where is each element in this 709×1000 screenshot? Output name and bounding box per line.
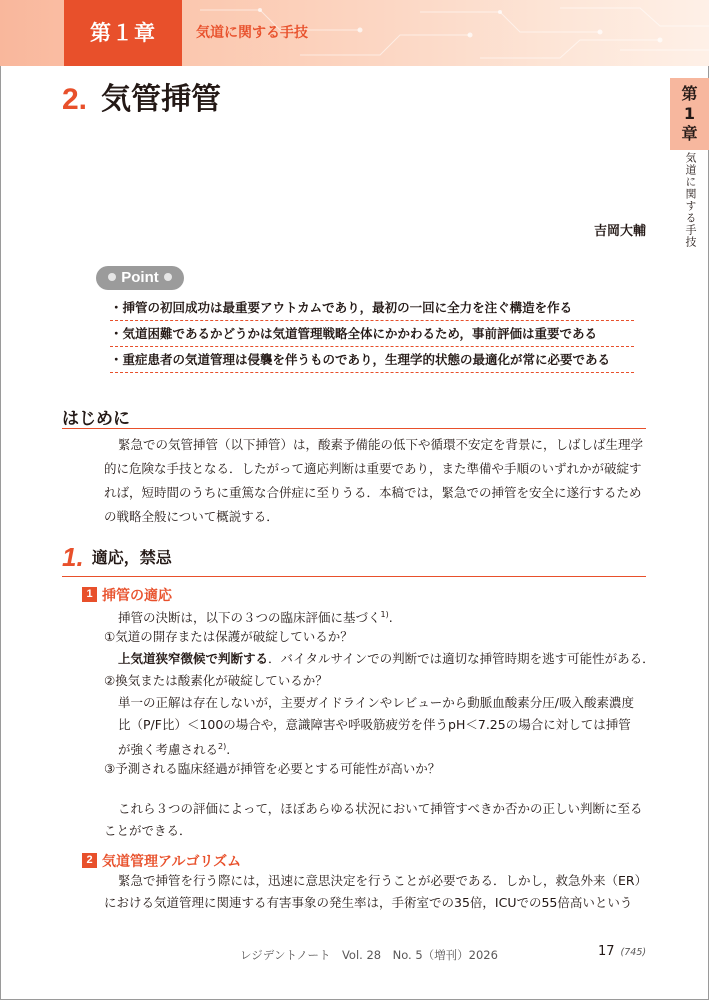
- chapter-subtitle: 気道に関する手技: [196, 25, 308, 41]
- body-line: が強く考慮される$^{2)}$.: [118, 742, 231, 758]
- body-line: これら３つの評価によって，ほぼあらゆる状況において挿管すべきか否かの正しい判断に至る: [118, 801, 643, 816]
- author-name: 吉岡大輔: [593, 224, 646, 239]
- subsection-number: 1: [82, 587, 97, 602]
- section-title: 適応，禁忌: [91, 548, 172, 567]
- subsection-title: 挿管の適応: [102, 587, 172, 604]
- section-heading: [62, 542, 172, 574]
- side-chapter-char2: 章: [681, 124, 698, 143]
- point-item: ・挿管の初回成功は最重要アウトカムであり，最初の一回に全力を注ぐ構造を作る: [110, 296, 634, 321]
- journal-footer: レジデントノート Vol. 28 No. 5（増刊）2026: [240, 948, 498, 962]
- subsection-number: 2: [82, 853, 97, 868]
- point-item: ・重症患者の気道管理は侵襲を伴うものであり，生理学的状態の最適化が常に必要である: [110, 348, 634, 373]
- intro-line: 緊急での気管挿管（以下挿管）は，酸素予備能の低下や循環不安定を背景に，しばしば生理学: [118, 437, 644, 452]
- body-line: 比（P/F比）＜100の場合や，意識障害や呼吸筋疲労を伴うpH＜7.25の場合に対しては挿管: [118, 717, 631, 732]
- bold-phrase: 上気道狭窄徴候で判断する: [118, 651, 269, 666]
- body-line: における気道管理に関連する有害事象の発生率は，手術室での35倍，ICUでの55倍高いという: [104, 895, 633, 910]
- intro-line: の戦略全般について概説する．: [104, 509, 279, 524]
- point-label: Point: [121, 269, 159, 286]
- chapter-label: 第１章: [90, 21, 156, 45]
- subsection-title: 気道管理アルゴリズム: [102, 853, 242, 870]
- body-line: 上気道狭窄徴候で判断する．バイタルサインでの判断では適切な挿管時期を逃す可能性がある．: [118, 651, 655, 666]
- side-chapter-digit: 1: [683, 104, 696, 123]
- subsection-heading: [82, 584, 172, 604]
- side-chapter-char1: 第: [681, 84, 698, 103]
- intro-heading-rule: [62, 428, 646, 429]
- body-line: 単一の正解は存在しないが，主要ガイドラインやレビューから動脈血酸素分圧/吸入酸素濃度: [118, 695, 634, 710]
- question-item: ②換気または酸素化が破綻しているか？: [104, 673, 328, 688]
- point-badge: [96, 266, 184, 290]
- section-heading-rule: [62, 576, 646, 577]
- point-dot-left: [108, 273, 116, 281]
- body-line: 緊急で挿管を行う際には，迅速に意思決定を行うことが必要である．しかし，救急外来（ER）: [118, 873, 648, 888]
- point-item: ・気道困難であるかどうかは気道管理戦略全体にかかわるため，事前評価は重要である: [110, 322, 634, 347]
- intro-heading: はじめに: [62, 409, 130, 429]
- title-number: 2.: [62, 83, 88, 116]
- total-page-number: (745): [620, 947, 647, 958]
- question-item: ③予測される臨床経過が挿管を必要とする可能性が高いか？: [104, 761, 441, 776]
- body-line: 挿管の決断は，以下の３つの臨床評価に基づく$^{1)}$.: [118, 610, 393, 626]
- page-title: [62, 80, 221, 120]
- subsection-heading: [82, 850, 241, 870]
- intro-line: 的に危険な手技となる．したがって適応判断は重要であり，また準備や手順のいずれかが破綻す: [104, 461, 642, 476]
- question-item: ①気道の開存または保護が破綻しているか？: [104, 629, 353, 644]
- side-vertical-text: 気道に関する手技: [684, 152, 697, 248]
- side-chapter-number: [670, 84, 709, 144]
- page-number: 17 (745): [598, 944, 647, 959]
- intro-line: れば，短時間のうちに重篤な合併症に至りうる．本稿では，緊急での挿管を安全に遂行するため: [104, 485, 642, 500]
- body-line: ことができる．: [104, 823, 192, 838]
- title-text: 気管挿管: [101, 82, 222, 117]
- point-dot-right: [164, 273, 172, 281]
- section-number: 1.: [62, 542, 84, 572]
